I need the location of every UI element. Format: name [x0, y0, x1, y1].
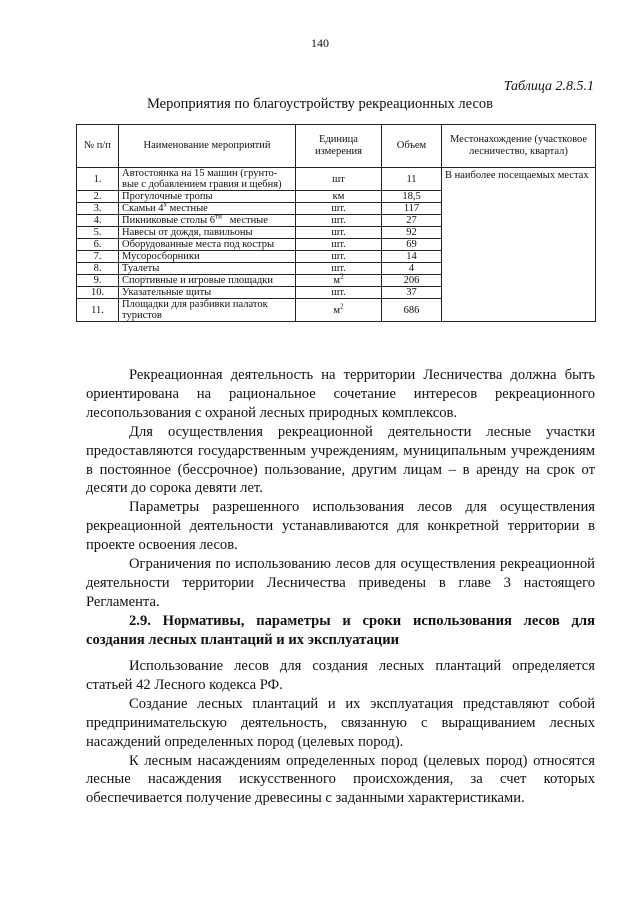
unit-text: шт. — [331, 239, 346, 250]
unit-text: км — [332, 191, 345, 202]
measure-name-suffix: местные — [221, 215, 268, 226]
table-row — [77, 168, 596, 191]
row-unit — [296, 168, 382, 191]
paragraph: К лесным насаждениям определенных пород (целевых пород) относятся лесные насаждения искусственного происхождения, за счет которых обеспечивается получение древесины с заданными характеристиками. — [86, 752, 595, 807]
row-number: 6. — [77, 239, 119, 251]
row-unit — [296, 203, 382, 215]
row-unit — [296, 299, 382, 322]
unit-text: м — [333, 304, 341, 316]
unit-superscript: 2 — [340, 302, 344, 310]
row-measure-name — [119, 168, 296, 191]
unit-text: шт. — [331, 227, 346, 238]
row-volume: 117 — [382, 203, 442, 215]
row-measure-name — [119, 212, 296, 227]
row-measure-name — [119, 200, 296, 215]
row-volume: 27 — [382, 215, 442, 227]
paragraph: Рекреационная деятельность на территории Лесничества должна быть ориентирована на рациональное сочетание интересов рекреационного лесопользования с охраной лесных природных комплексов. — [86, 367, 595, 421]
measure-name-text: Туалеты — [122, 263, 160, 274]
measure-name-text: Спортивные и игровые площадки — [122, 275, 273, 286]
row-unit — [296, 263, 382, 275]
row-number: 9. — [77, 275, 119, 287]
paragraph: Для осуществления рекреационной деятельности лесные участки предоставляются государственным учреждениям, муниципальным учреждениям в постоянное (бессрочное) пользование, другим лицам – в аренду на срок от десяти до сорока девяти лет. — [86, 423, 595, 497]
row-unit — [296, 287, 382, 299]
row-measure-name — [119, 239, 296, 251]
row-measure-name — [119, 227, 296, 239]
unit-text: шт. — [331, 287, 346, 298]
row-measure-name — [119, 287, 296, 299]
row-measure-name — [119, 275, 296, 287]
measures-table — [76, 124, 596, 322]
body-text-recreation — [86, 366, 595, 612]
row-unit — [296, 272, 382, 287]
row-volume: 14 — [382, 251, 442, 263]
unit-text: шт — [332, 173, 345, 185]
row-number: 10. — [77, 287, 119, 299]
measure-name-text: Прогулочные тропы — [122, 191, 213, 202]
row-measure-name — [119, 251, 296, 263]
row-number: 8. — [77, 263, 119, 275]
header-unit: Единица измерения — [296, 125, 382, 168]
table-label: Таблица 2.8.5.1 — [503, 79, 594, 94]
paragraph: Использование лесов для создания лесных плантаций определяется статьей 42 Лесного кодекса РФ. — [86, 658, 595, 693]
measure-name-superscript: х — [163, 200, 168, 209]
row-unit — [296, 239, 382, 251]
table-title: Мероприятия по благоустройству рекреационных лесов — [146, 96, 494, 112]
measure-name-text: Пикниковые столы 6 — [122, 215, 216, 226]
header-volume: Объем — [382, 125, 442, 168]
row-unit — [296, 215, 382, 227]
measure-name-text: Скамьи 4 — [122, 203, 164, 214]
row-number: 11. — [77, 299, 119, 322]
table-body — [77, 168, 596, 322]
unit-text: шт. — [331, 203, 346, 214]
row-volume: 37 — [382, 287, 442, 299]
row-volume: 686 — [382, 299, 442, 322]
row-volume: 69 — [382, 239, 442, 251]
row-volume: 206 — [382, 275, 442, 287]
row-number: 2. — [77, 191, 119, 203]
row-volume: 18,5 — [382, 191, 442, 203]
measure-name-text: Автостоянка на 15 машин (грунто-вые с добавлением гравия и щебня) — [122, 168, 282, 190]
measure-name-superscript: ти — [215, 212, 222, 221]
row-measure-name — [119, 263, 296, 275]
header-num: № п/п — [77, 125, 119, 168]
row-volume: 92 — [382, 227, 442, 239]
table-header-row — [77, 125, 596, 168]
unit-text: шт. — [331, 215, 346, 226]
row-number: 4. — [77, 215, 119, 227]
location-cell: В наиболее посещаемых местах — [442, 168, 596, 322]
section-heading: 2.9. Нормативы, параметры и сроки использования лесов для создания лесных плантаций и их эксплуатации — [86, 613, 595, 648]
measure-name-text: Мусоросборники — [122, 251, 200, 262]
row-unit — [296, 227, 382, 239]
unit-text: шт. — [331, 251, 346, 262]
row-number: 5. — [77, 227, 119, 239]
measure-name-text: Площадки для разбивки палаток туристов — [122, 299, 268, 321]
header-location: Местонахождение (участковое лесничество, квартал) — [442, 125, 596, 168]
measure-name-suffix: местные — [167, 203, 208, 214]
page-number: 140 — [311, 36, 329, 50]
paragraph: Параметры разрешенного использования лесов для осуществления рекреационной деятельности устанавливаются для конкретной территории в проекте освоения лесов. — [86, 499, 595, 554]
row-unit — [296, 251, 382, 263]
unit-superscript: 2 — [340, 272, 344, 281]
unit-text: м — [333, 275, 341, 286]
row-volume: 11 — [382, 168, 442, 191]
header-name: Наименование мероприятий — [119, 125, 296, 168]
paragraph: Ограничения по использованию лесов для осуществления рекреационной деятельности территории Лесничества приведены в главе 3 настоящего Регламента. — [86, 556, 595, 610]
row-unit — [296, 191, 382, 203]
row-measure-name — [119, 191, 296, 203]
row-number: 3. — [77, 203, 119, 215]
unit-text: шт. — [331, 263, 346, 274]
paragraph: Создание лесных плантаций и их эксплуатация представляют собой предпринимательскую деятельность, связанную с выращиванием лесных насаждений определенных пород (целевых пород). — [86, 695, 595, 750]
row-number: 1. — [77, 168, 119, 191]
row-number: 7. — [77, 251, 119, 263]
measure-name-text: Указательные щиты — [122, 287, 212, 298]
measure-name-text: Оборудованные места под костры — [122, 239, 275, 250]
row-volume: 4 — [382, 263, 442, 275]
body-text-plantations — [86, 657, 595, 808]
measure-name-text: Навесы от дождя, павильоны — [122, 227, 253, 238]
row-measure-name — [119, 299, 296, 322]
